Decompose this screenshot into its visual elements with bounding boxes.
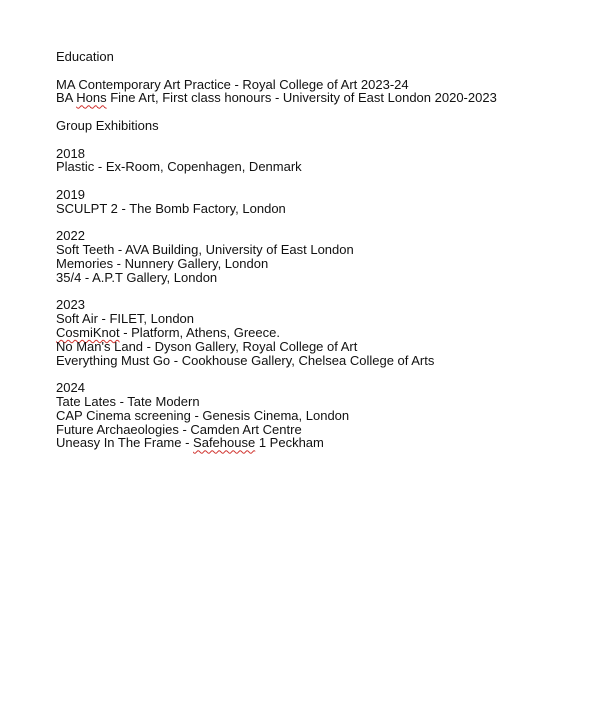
exhibition-item: Soft Air - FILET, London xyxy=(56,311,195,327)
education-ba-suffix: Fine Art, First class honours - University of East London 2020-2023 xyxy=(106,90,497,106)
exhibition-item: Future Archaeologies - Camden Art Centre xyxy=(56,421,302,437)
exhibition-item-prefix: Uneasy In The Frame - xyxy=(56,435,194,451)
year-2019: 2019 xyxy=(56,186,85,202)
exhibition-item: Everything Must Go - Cookhouse Gallery, Chelsea College of Arts xyxy=(56,352,435,368)
exhibition-item: 35/4 - A.P.T Gallery, London xyxy=(56,269,218,285)
exhibition-item: No Man's Land - Dyson Gallery, Royal College of Art xyxy=(56,338,358,354)
education-ba xyxy=(56,91,576,105)
spacer xyxy=(56,216,576,230)
year-2024: 2024 xyxy=(56,380,85,396)
spellcheck-flagged-word[interactable]: Hons xyxy=(76,90,107,106)
year-2023: 2023 xyxy=(56,297,85,313)
exhibition-item xyxy=(56,326,576,340)
spellcheck-flagged-word[interactable]: Safehouse xyxy=(193,435,256,451)
exhibition-item-suffix: - Platform, Athens, Greece. xyxy=(119,324,280,340)
education-heading: Education xyxy=(56,49,114,64)
year-2022: 2022 xyxy=(56,228,85,244)
spacer xyxy=(56,64,576,78)
spacer xyxy=(56,174,576,188)
exhibition-item: CAP Cinema screening - Genesis Cinema, London xyxy=(56,407,350,423)
document-page xyxy=(56,50,576,450)
group-exhibitions-heading: Group Exhibitions xyxy=(56,117,159,133)
education-ba-prefix: BA xyxy=(56,90,77,106)
exhibition-item xyxy=(56,436,576,450)
year-2018: 2018 xyxy=(56,145,85,161)
spacer xyxy=(56,105,576,119)
exhibition-item-suffix: 1 Peckham xyxy=(255,435,324,451)
exhibition-item: Memories - Nunnery Gallery, London xyxy=(56,255,269,271)
spacer xyxy=(56,367,576,381)
exhibition-item: Plastic - Ex-Room, Copenhagen, Denmark xyxy=(56,159,302,175)
spellcheck-flagged-word[interactable]: CosmiKnot xyxy=(56,324,120,340)
exhibition-item: SCULPT 2 - The Bomb Factory, London xyxy=(56,200,286,216)
exhibition-item: Soft Teeth - AVA Building, University of East London xyxy=(56,242,354,258)
spacer xyxy=(56,133,576,147)
education-ma: MA Contemporary Art Practice - Royal College of Art 2023-24 xyxy=(56,76,409,92)
spacer xyxy=(56,285,576,299)
exhibition-item: Tate Lates - Tate Modern xyxy=(56,393,200,409)
